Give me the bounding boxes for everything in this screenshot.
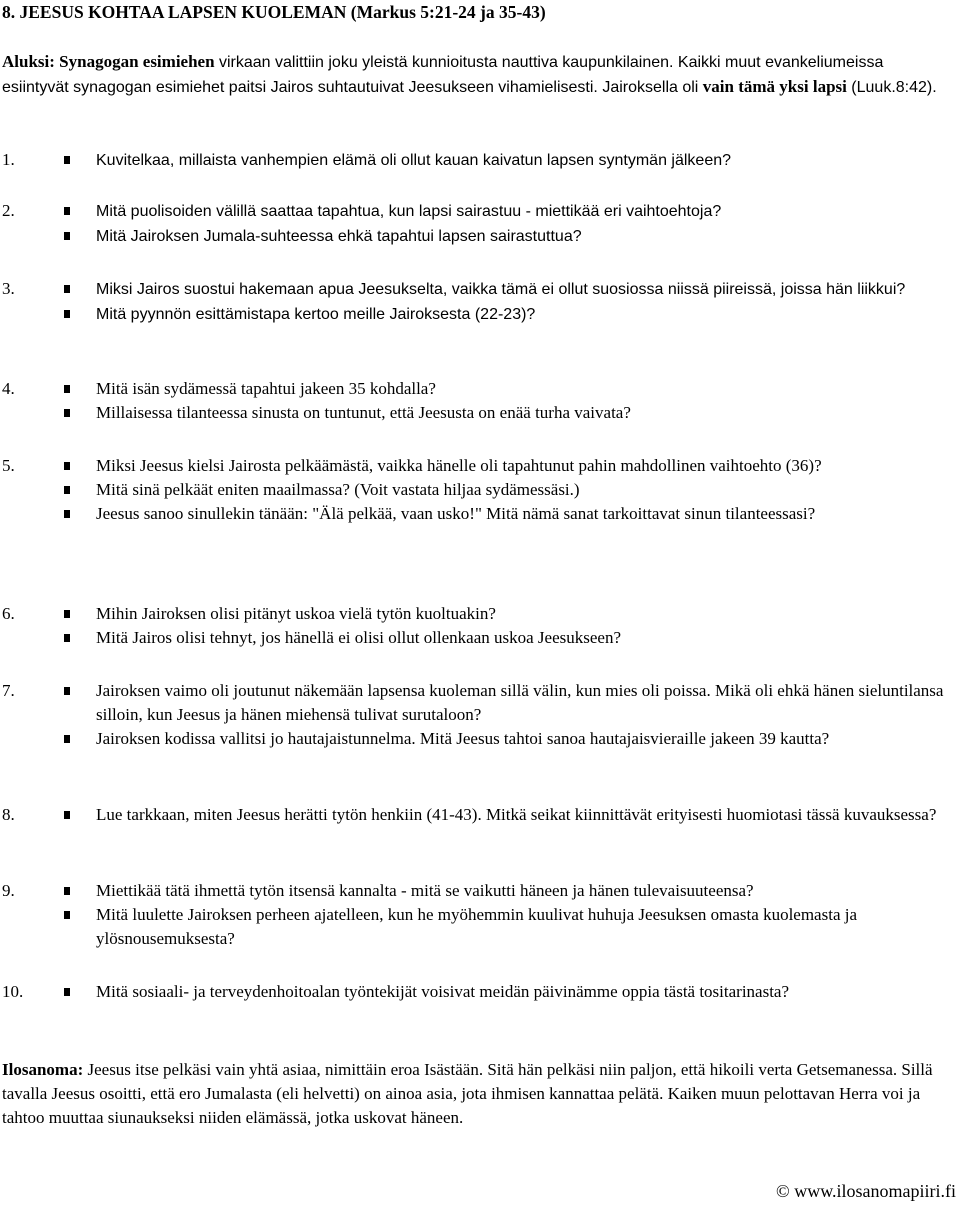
- bullet-icon: [64, 385, 70, 393]
- bullet-icon: [64, 634, 70, 642]
- question-number: 3.: [2, 279, 15, 298]
- question-number: 4.: [2, 379, 15, 398]
- question-2: [0, 199, 960, 249]
- question-text: Mihin Jairoksen olisi pitänyt uskoa vielä tytön kuoltuakin?: [96, 604, 496, 623]
- question-text: Jairoksen kodissa vallitsi jo hautajaistunnelma. Mitä Jeesus tahtoi sanoa hautajaisvieraille jakeen 39 kautta?: [96, 729, 830, 748]
- question-text: Miksi Jairos suostui hakemaan apua Jeesukselta, vaikka tämä ei ollut suosiossa niissä piireissä, joissa hän liikkui?: [96, 281, 906, 298]
- question-text: Lue tarkkaan, miten Jeesus herätti tytön henkiin (41-43). Mitkä seikat kiinnittävät erityisesti huomiotasi tässä kuvauksessa?: [96, 805, 937, 824]
- copyright-link[interactable]: © www.ilosanomapiiri.fi: [776, 1181, 956, 1201]
- question-7: [0, 679, 960, 751]
- question-text: Mitä sosiaali- ja terveydenhoitoalan työntekijät voisivat meidän päivinämme oppia tästä tositarinasta?: [96, 982, 790, 1001]
- question-3: [0, 277, 960, 327]
- bullet-icon: [64, 811, 70, 819]
- question-10: [0, 980, 960, 1004]
- bullet-icon: [64, 310, 70, 318]
- question-number: 6.: [2, 604, 15, 623]
- intro-bold-2: vain tämä yksi lapsi: [702, 77, 847, 96]
- bullet-icon: [64, 207, 70, 215]
- bullet-icon: [64, 486, 70, 494]
- question-text: Mitä isän sydämessä tapahtui jakeen 35 kohdalla?: [96, 379, 436, 398]
- question-text: Mitä luulette Jairoksen perheen ajatelleen, kun he myöhemmin kuulivat huhuja Jeesuksen omasta kuolemasta ja ylösnousemuksesta?: [96, 905, 858, 948]
- question-text: Jeesus sanoo sinullekin tänään: "Älä pelkää, vaan usko!" Mitä nämä sanat tarkoittavat sinun tilanteessasi?: [96, 504, 816, 523]
- question-text: Miettikää tätä ihmettä tytön itsensä kannalta - mitä se vaikutti häneen ja hänen tulevaisuuteensa?: [96, 881, 754, 900]
- intro-text-2: (Luuk.8:42).: [846, 79, 937, 96]
- bullet-icon: [64, 687, 70, 695]
- question-number: 9.: [2, 881, 15, 900]
- question-text: Mitä puolisoiden välillä saattaa tapahtua, kun lapsi sairastuu - miettikää eri vaihtoehtoja?: [96, 203, 722, 220]
- ilosanoma-paragraph: [2, 1058, 957, 1130]
- question-text: Kuvitelkaa, millaista vanhempien elämä oli ollut kauan kaivatun lapsen syntymän jälkeen?: [96, 152, 732, 169]
- intro-text-1: virkaan valittiin joku yleistä kunnioitusta nauttiva kaupunkilainen. Kaikki muut evankeliumeissa esiintyvät synagogan esimiehet paitsi Jairos suhtautuivat Jeesukseen vihamielisesti. Jairoksella oli: [2, 54, 884, 96]
- question-9: [0, 879, 960, 951]
- question-text: Mitä Jairoksen Jumala-suhteessa ehkä tapahtui lapsen sairastuttua?: [96, 228, 582, 245]
- bullet-icon: [64, 887, 70, 895]
- bullet-icon: [64, 735, 70, 743]
- question-5: [0, 454, 960, 526]
- bullet-icon: [64, 462, 70, 470]
- bullet-icon: [64, 156, 70, 164]
- question-number: 10.: [2, 982, 24, 1001]
- bullet-icon: [64, 232, 70, 240]
- page-title: 8. JEESUS KOHTAA LAPSEN KUOLEMAN (Markus 5:21-24 ja 35-43): [2, 2, 546, 22]
- question-number: 8.: [2, 805, 15, 824]
- question-8: [0, 803, 960, 827]
- bullet-icon: [64, 911, 70, 919]
- question-text: Millaisessa tilanteessa sinusta on tuntunut, että Jeesusta on enää turha vaivata?: [96, 403, 631, 422]
- bullet-icon: [64, 510, 70, 518]
- question-number: 2.: [2, 201, 15, 220]
- question-text: Mitä pyynnön esittämistapa kertoo meille Jairoksesta (22-23)?: [96, 306, 536, 323]
- question-number: 1.: [2, 150, 15, 169]
- bullet-icon: [64, 409, 70, 417]
- bullet-icon: [64, 988, 70, 996]
- bullet-icon: [64, 610, 70, 618]
- question-text: Mitä Jairos olisi tehnyt, jos hänellä ei olisi ollut ollenkaan uskoa Jeesukseen?: [96, 628, 622, 647]
- question-6: [0, 602, 960, 650]
- question-number: 7.: [2, 681, 15, 700]
- ilosanoma-text: Jeesus itse pelkäsi vain yhtä asiaa, nimittäin eroa Isästään. Sitä hän pelkäsi niin paljon, että hikoili verta Getsemanessa. Sillä tavalla Jeesus osoitti, että ero Jumalasta (eli helvetti) on ainoa asia, jota ihmisen kannattaa pelätä. Kaiken muun pelottavan Herra voi ja tahtoo muuttaa siunaukseksi niiden elämässä, jotka uskovat häneen.: [2, 1060, 933, 1127]
- question-text: Jairoksen vaimo oli joutunut näkemään lapsensa kuoleman sillä välin, kun mies oli poissa. Mikä oli ehkä hänen sieluntilansa silloin, kun Jeesus ja hänen miehensä tulivat surutaloon?: [96, 681, 944, 724]
- intro-label: Aluksi: Synagogan esimiehen: [2, 52, 215, 71]
- intro-paragraph: [2, 50, 952, 100]
- bullet-icon: [64, 285, 70, 293]
- question-text: Miksi Jeesus kielsi Jairosta pelkäämästä, vaikka hänelle oli tapahtunut pahin mahdollinen vaihtoehto (36)?: [96, 456, 822, 475]
- ilosanoma-label: Ilosanoma:: [2, 1060, 84, 1079]
- question-text: Mitä sinä pelkäät eniten maailmassa? (Voit vastata hiljaa sydämessäsi.): [96, 480, 580, 499]
- question-4: [0, 377, 960, 425]
- question-number: 5.: [2, 456, 15, 475]
- question-1: [0, 148, 960, 173]
